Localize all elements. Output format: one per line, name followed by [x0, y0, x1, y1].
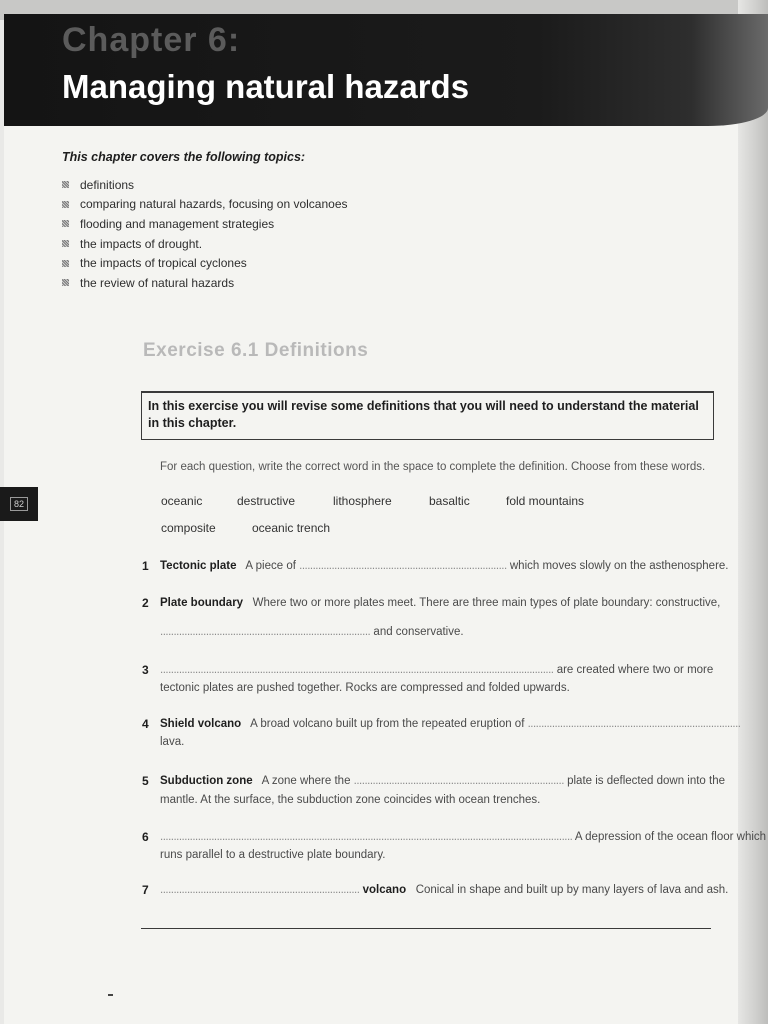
question-4-line-2: lava. [160, 736, 185, 748]
question-term: Shield volcano [160, 718, 242, 730]
question-text: A piece of [245, 560, 296, 572]
topic-text: comparing natural hazards, focusing on volcanoes [80, 197, 348, 212]
answer-blank[interactable]: ............................................................................. [299, 560, 507, 572]
topic-text: the impacts of drought. [80, 236, 203, 251]
question-3-line-2: tectonic plates are pushed together. Rocks are compressed and folded upwards. [160, 682, 570, 694]
list-item [62, 214, 348, 234]
chapter-title: Managing natural hazards [62, 68, 470, 105]
square-bullet-icon [62, 220, 69, 227]
topic-text: definitions [80, 177, 135, 192]
page-number-tab [0, 487, 38, 521]
square-bullet-icon [62, 279, 69, 286]
answer-blank[interactable]: .................................................................................................................................................. [160, 664, 554, 676]
question-2-line-2 [160, 626, 464, 638]
question-5 [160, 775, 725, 787]
answer-blank[interactable]: .............................................................................. [160, 626, 371, 638]
question-text: which moves slowly on the asthenosphere. [509, 560, 729, 572]
question-7 [160, 884, 728, 896]
question-term: Subduction zone [160, 775, 253, 787]
topics-list [62, 175, 348, 293]
square-bullet-icon [62, 260, 69, 267]
question-text: plate is deflected down into the [567, 775, 726, 787]
square-bullet-icon [62, 201, 69, 208]
answer-blank[interactable]: ............................................................................... [527, 718, 741, 730]
page-number: 82 [10, 497, 28, 511]
list-item [62, 273, 348, 293]
answer-blank[interactable]: .............................................................................. [353, 775, 564, 787]
question-text: Where two or more plates meet. There are three main types of plate boundary: constructive, [252, 597, 721, 609]
topic-text: the review of natural hazards [80, 275, 235, 290]
question-term: Tectonic plate [160, 560, 237, 572]
question-number: 2 [142, 596, 149, 610]
page [4, 14, 744, 1024]
question-number: 6 [142, 830, 149, 844]
list-item [62, 195, 348, 215]
question-5-line-2: mantle. At the surface, the subduction zone coincides with ocean trenches. [160, 794, 541, 806]
word-bank-item: destructive [237, 494, 296, 508]
topic-text: flooding and management strategies [80, 216, 275, 231]
question-text: and conservative. [373, 626, 464, 638]
list-item [62, 175, 348, 195]
answer-blank[interactable]: ......................................................................................................................................................... [160, 831, 573, 843]
question-term: Plate boundary [160, 597, 244, 609]
chapter-label: Chapter 6: [62, 21, 241, 59]
question-6 [160, 831, 766, 843]
question-text: are created where two or more [556, 664, 714, 676]
divider [141, 928, 711, 929]
question-1 [160, 560, 729, 572]
answer-blank[interactable]: .......................................................................... [160, 884, 360, 896]
topic-text: the impacts of tropical cyclones [80, 256, 247, 271]
word-bank-item: fold mountains [506, 494, 585, 508]
topics-heading: This chapter covers the following topics: [62, 150, 306, 164]
scan-speck [108, 994, 113, 996]
list-item [62, 253, 348, 273]
question-term: volcano [362, 884, 407, 896]
question-text: A broad volcano built up from the repeated eruption of [250, 718, 525, 730]
question-number: 7 [142, 883, 149, 897]
word-bank-item: lithosphere [333, 494, 392, 508]
exercise-instruction: For each question, write the correct word in the space to complete the definition. Choose from these words. [160, 461, 706, 473]
word-bank-item: basaltic [429, 494, 470, 508]
question-text: A depression of the ocean floor which [574, 831, 767, 843]
question-number: 1 [142, 559, 149, 573]
question-2 [160, 597, 720, 609]
question-number: 3 [142, 663, 149, 677]
word-bank-item: oceanic trench [252, 521, 331, 535]
square-bullet-icon [62, 240, 69, 247]
scan-edge-right [738, 0, 768, 1024]
question-text: Conical in shape and built up by many layers of lava and ash. [415, 884, 729, 896]
word-bank-item: composite [161, 521, 216, 535]
square-bullet-icon [62, 181, 69, 188]
question-6-line-2: runs parallel to a destructive plate boundary. [160, 849, 386, 861]
exercise-intro-box: In this exercise you will revise some definitions that you will need to understand the material in this chapter. [141, 391, 714, 440]
exercise-title: Exercise 6.1 Definitions [143, 340, 369, 361]
list-item [62, 234, 348, 254]
question-3 [160, 664, 713, 676]
question-4 [160, 718, 741, 730]
question-number: 5 [142, 774, 149, 788]
question-text: A zone where the [261, 775, 351, 787]
question-number: 4 [142, 717, 149, 731]
word-bank-item: oceanic [161, 494, 203, 508]
